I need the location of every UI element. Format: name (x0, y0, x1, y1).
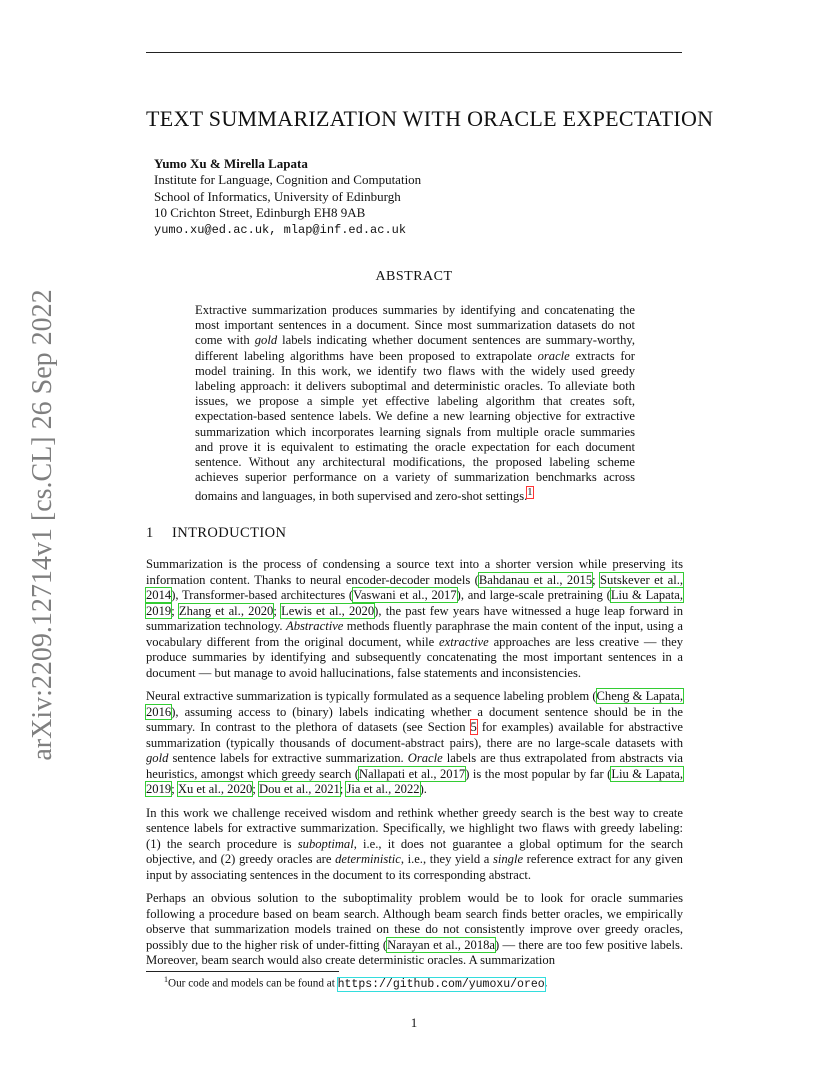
footnote-ref-link[interactable]: 1 (527, 487, 533, 499)
citation-link[interactable]: Cheng & Lapata, 2016 (146, 689, 683, 719)
footnote-rule (146, 971, 339, 972)
citation-link[interactable]: Liu & Lapata, 2019 (146, 766, 683, 796)
paragraph: Perhaps an obvious solution to the suboptimality problem would be to look for oracle summaries following a procedure based on beam search. Although beam search finds better oracles, we empirically observe that summarization models trained on these do not consistently improve over greedy oracles, possibly due to the higher risk of under-fitting (Narayan et al., 2018a) — there are too few positive labels. Moreover, beam search would also create deterministic oracles. A summarization (146, 891, 684, 967)
footnote (164, 975, 547, 991)
author-block (154, 156, 421, 238)
citation-link[interactable]: Narayan et al., 2018a (387, 937, 496, 952)
section-ref-link[interactable]: 5 (470, 720, 477, 734)
citation-link[interactable]: Nallapati et al., 2017 (358, 766, 466, 781)
citation-link[interactable]: Vaswani et al., 2017 (353, 588, 457, 602)
footnote-marker: 1 (164, 975, 168, 984)
introduction-body (146, 557, 683, 977)
citation-link[interactable]: Lewis et al., 2020 (281, 603, 375, 618)
citation-link[interactable]: Jia et al., 2022 (346, 782, 420, 796)
footnote-text: Our code and models can be found at (168, 977, 338, 990)
arxiv-stamp: arXiv:2209.12714v1 [cs.CL] 26 Sep 2022 (27, 289, 58, 761)
affiliation-line: Institute for Language, Cognition and Computation (154, 172, 422, 188)
code-url-link[interactable]: https://github.com/yumoxu/oreo (337, 977, 545, 991)
section-heading (146, 525, 286, 542)
affiliation-line: School of Informatics, University of Edinburgh (154, 188, 401, 204)
citation-link[interactable]: Liu & Lapata, 2019 (146, 588, 683, 618)
author-names: Yumo Xu & Mirella Lapata (154, 156, 308, 171)
citation-link[interactable]: Dou et al., 2021 (259, 782, 340, 796)
footnote-end: . (544, 977, 548, 990)
citation-link[interactable]: Bahdanau et al., 2015 (478, 572, 593, 587)
citation-link[interactable]: Xu et al., 2020 (177, 782, 253, 796)
top-rule (146, 52, 682, 53)
paper-title: TEXT SUMMARIZATION WITH ORACLE EXPECTATION (146, 106, 714, 131)
citation-link[interactable]: Sutskever et al., 2014 (146, 572, 684, 602)
paragraph: Summarization is the process of condensing a source text into a shorter version while preserving its information content. Thanks to neural encoder-decoder models (Bahdanau et al., 2015; Sutskever et al., 2014), Transformer-based architectures (Vaswani et al., 2017), and large-scale pretraining (Liu & Lapata, 2019; Zhang et al., 2020; Lewis et al., 2020), the past few years have witnessed a huge leap forward in summarization technology. Abstractive methods fluently paraphrase the main content of the input, using a vocabulary different from the original document, while extractive approaches are less creative — they produce summaries by identifying and subsequently concatenating the most important sentences in a document — but manage to avoid hallucinations, false statements and inconsistencies. (146, 557, 684, 680)
citation-link[interactable]: Zhang et al., 2020 (178, 603, 274, 618)
author-emails: yumo.xu@ed.ac.uk, mlap@inf.ed.ac.uk (154, 222, 407, 237)
paragraph: In this work we challenge received wisdom and rethink whether greedy search is the best way to create sentence labels for extractive summarization. Specifically, we highlight two flaws with greedy labeling: (1) the search procedure is suboptimal, i.e., it does not guarantee a global optimum for the search objective, and (2) greedy oracles are deterministic, i.e., they yield a single reference extract for any given input by associating sentences in the document to its corresponding abstract. (146, 805, 683, 882)
abstract-text: Extractive summarization produces summaries by identifying and concatenating the most important sentences in a document. Since most summarization datasets do not come with gold labels indicating whether document sentences are summary-worthy, different labeling algorithms have been proposed to extrapolate oracle extracts for model training. In this work, we identify two flaws with the widely used greedy labeling approach: it delivers suboptimal and deterministic oracles. To alleviate both issues, we propose a simple yet effective labeling algorithm that creates soft, expectation-based sentence labels. We define a new learning objective for extractive summarization which incorporates learning signals from multiple oracle summaries and prove it is equivalent to estimating the oracle expectation for each document sentence. Without any architectural modifications, the proposed labeling scheme achieves superior performance on a variety of summarization benchmarks across domains and languages, in both supervised and zero-shot settings.$^1$ (195, 303, 635, 504)
paragraph: Neural extractive summarization is typically formulated as a sequence labeling problem (Cheng & Lapata, 2016), assuming access to (binary) labels indicating whether a document sentence should be in the summary. In contrast to the plethora of datasets (see Section 5 for examples) available for abstractive summarization (typically thousands of document-abstract pairs), there are no large-scale datasets with gold sentence labels for extractive summarization. Oracle labels are thus extrapolated from abstracts via heuristics, amongst which greedy search (Nallapati et al., 2017) is the most popular by far (Liu & Lapata, 2019; Xu et al., 2020; Dou et al., 2021; Jia et al., 2022). (146, 689, 684, 796)
section-title: INTRODUCTION (172, 525, 287, 541)
affiliation-line: 10 Crichton Street, Edinburgh EH8 9AB (154, 205, 366, 221)
page-number: 1 (410, 1015, 418, 1030)
section-number: 1 (146, 525, 154, 541)
abstract-heading: ABSTRACT (375, 269, 453, 284)
